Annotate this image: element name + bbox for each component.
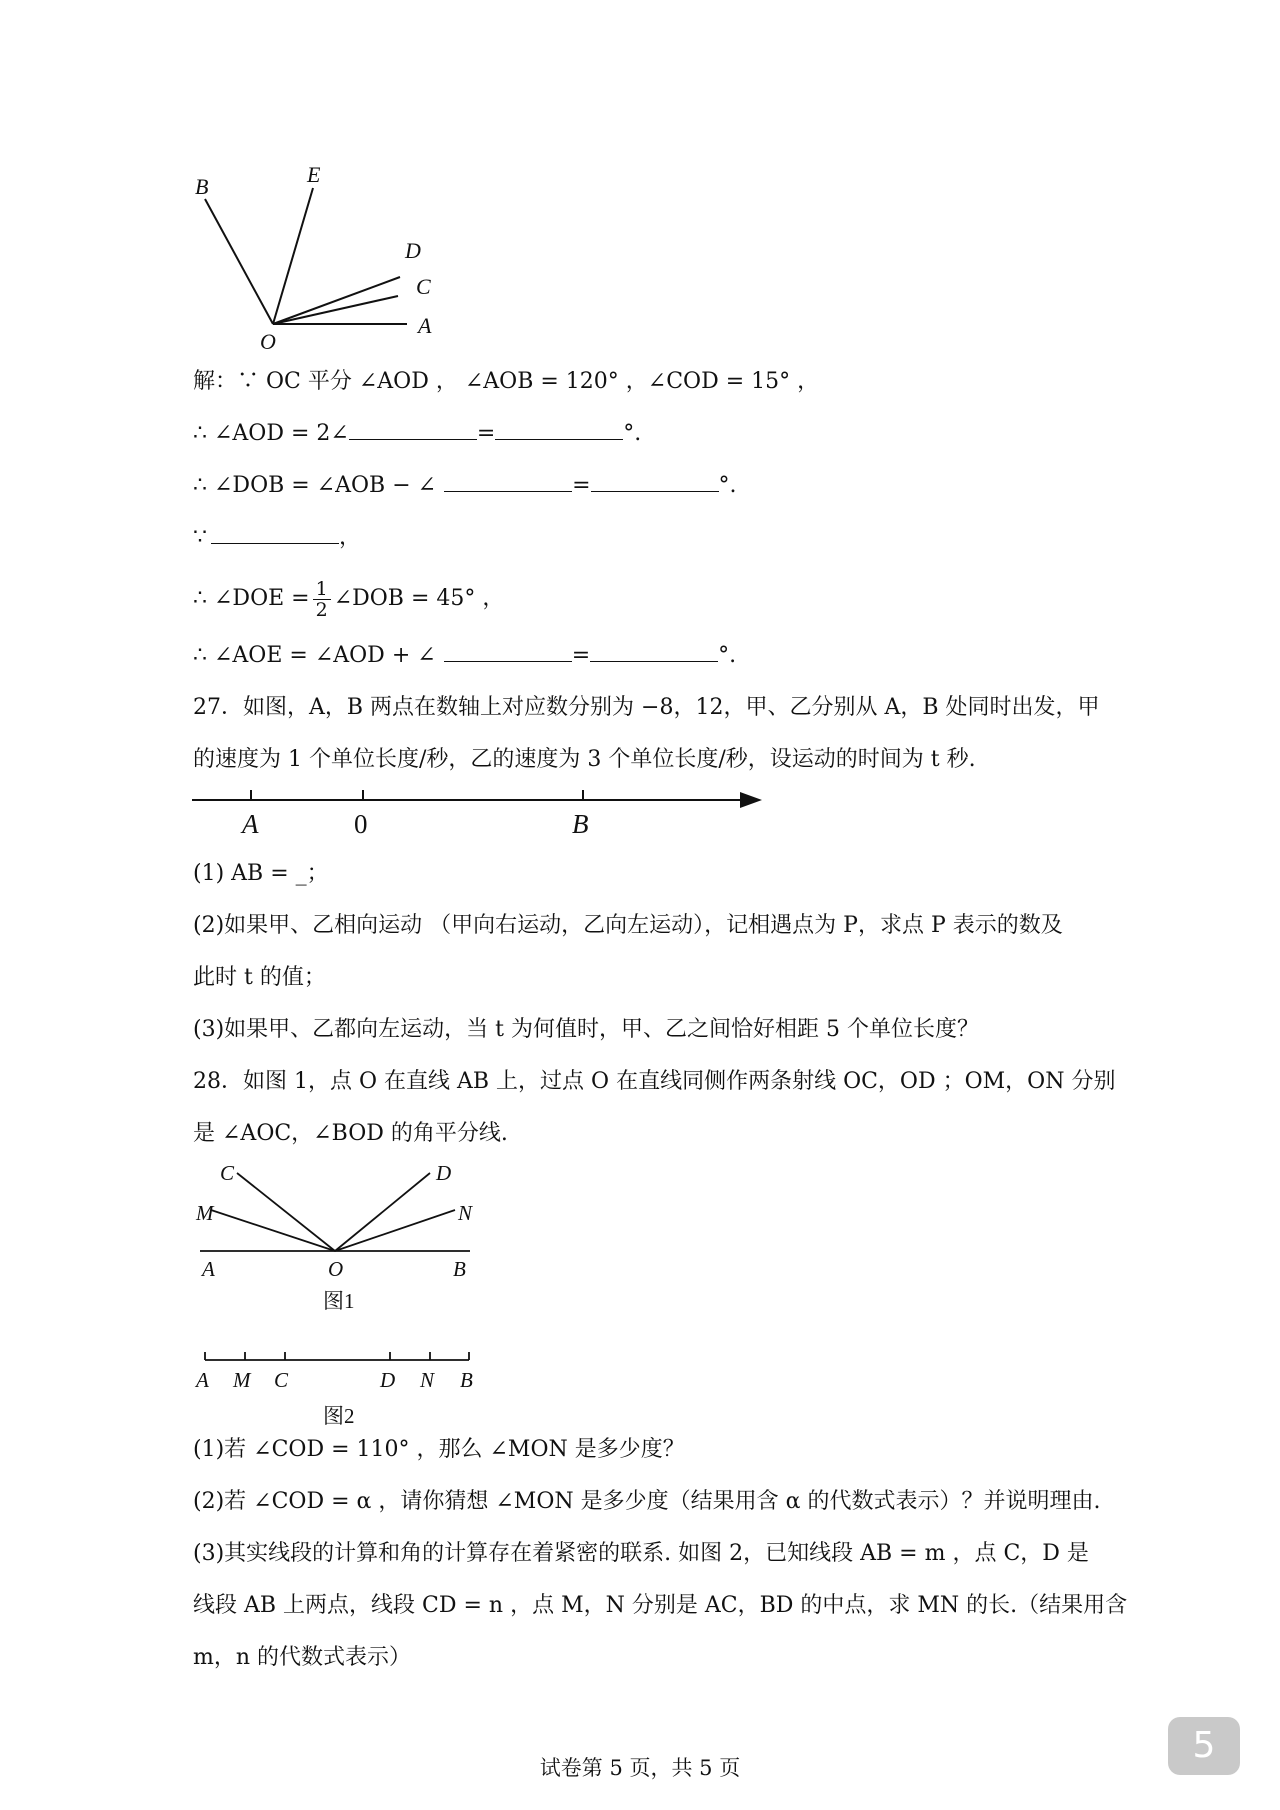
answer-blank[interactable]: [211, 523, 339, 544]
label-A: A: [418, 313, 432, 338]
label-M: M: [196, 1201, 214, 1225]
solution-line-5: ∴ ∠DOE = $\frac{1}{2}$ ∠DOB = 45° ，: [193, 577, 505, 621]
label-N: N: [420, 1368, 435, 1392]
solution-line-6: ∴ ∠AOE = ∠AOD + ∠ = °.: [193, 643, 737, 668]
ray-OM: [211, 1210, 335, 1251]
q27-stem-1: 27．如图，A，B 两点在数轴上对应数分别为 −8，12，甲、乙分别从 A，B 处同时出发，甲: [193, 695, 1100, 720]
q27-sub2-1: (2)如果甲、乙相向运动 （甲向右运动，乙向左运动），记相遇点为 P，求点 P 表示的数及: [193, 913, 1063, 938]
ray-OC: [237, 1173, 335, 1251]
q28-stem-2: 是 ∠AOC，∠BOD 的角平分线.: [193, 1121, 508, 1146]
answer-blank[interactable]: [590, 641, 718, 662]
answer-blank[interactable]: [349, 419, 477, 440]
ray-OB: [205, 199, 273, 324]
answer-blank[interactable]: [495, 419, 623, 440]
number-line-figure: [190, 780, 770, 840]
answer-blank[interactable]: [591, 471, 719, 492]
figure-2-caption: 图2: [323, 1404, 355, 1428]
q28-sub3-3: m，n 的代数式表示）: [193, 1645, 412, 1670]
label-M: M: [233, 1368, 251, 1392]
page-number-badge[interactable]: 5: [1168, 1717, 1240, 1775]
axis-label-B: B: [572, 809, 589, 839]
answer-blank[interactable]: [444, 471, 572, 492]
q28-sub3-1: (3)其实线段的计算和角的计算存在着紧密的联系. 如图 2，已知线段 AB = m ，点 C，D 是: [193, 1541, 1089, 1566]
arrow-head-icon: [740, 792, 762, 808]
q28-stem-1: 28．如图 1，点 O 在直线 AB 上，过点 O 在直线同侧作两条射线 OC，OD ；OM，ON 分别: [193, 1069, 1116, 1094]
solution-line-1: 解：∵ OC 平分 ∠AOD ， ∠AOB = 120° ，∠COD = 15° ，: [193, 369, 820, 394]
label-D: D: [380, 1368, 396, 1392]
label-O: O: [328, 1257, 344, 1281]
label-N: N: [458, 1201, 473, 1225]
q27-sub3: (3)如果甲、乙都向左运动，当 t 为何值时，甲、乙之间恰好相距 5 个单位长度？: [193, 1017, 979, 1042]
solution-line-4: ∵ ，: [193, 525, 362, 550]
label-A: A: [196, 1368, 209, 1392]
solution-line-3: ∴ ∠DOB = ∠AOB − ∠ = °.: [193, 473, 737, 498]
figure-1-caption: 图1: [323, 1289, 355, 1313]
axis-label-zero: 0: [354, 809, 368, 839]
angle-figure: [185, 155, 465, 355]
figure-1: [190, 1158, 490, 1318]
label-C: C: [416, 274, 431, 299]
q28-sub2: (2)若 ∠COD = α ，请你猜想 ∠MON 是多少度（结果用含 α 的代数式表示）？并说明理由.: [193, 1489, 1101, 1514]
ray-OE: [273, 188, 313, 324]
q28-sub1: (1)若 ∠COD = 110° ，那么 ∠MON 是多少度？: [193, 1437, 685, 1462]
label-B: B: [195, 174, 209, 199]
solution-line-2: ∴ ∠AOD = 2∠ = °.: [193, 421, 642, 446]
label-C: C: [274, 1368, 289, 1392]
label-O: O: [260, 329, 276, 354]
fraction-one-half: $\frac{1}{2}$: [313, 579, 331, 620]
label-A: A: [202, 1257, 215, 1281]
axis-label-A: A: [242, 809, 259, 839]
ray-OD: [335, 1173, 430, 1251]
label-E: E: [307, 162, 321, 187]
q27-stem-2: 的速度为 1 个单位长度/秒，乙的速度为 3 个单位长度/秒，设运动的时间为 t 秒.: [193, 747, 976, 772]
q28-sub3-2: 线段 AB 上两点，线段 CD = n ，点 M，N 分别是 AC，BD 的中点，求 MN 的长.（结果用含: [193, 1593, 1128, 1618]
label-C: C: [220, 1161, 235, 1185]
q27-sub2-2: 此时 t 的值；: [193, 965, 326, 990]
page-footer: 试卷第 5 页，共 5 页: [539, 1756, 741, 1780]
ray-ON: [335, 1210, 455, 1251]
label-B: B: [460, 1368, 473, 1392]
answer-blank[interactable]: [444, 641, 572, 662]
label-D: D: [405, 238, 421, 263]
label-B: B: [453, 1257, 466, 1281]
figure-2: [190, 1340, 490, 1440]
q27-sub1: (1) AB = _；: [193, 861, 329, 886]
label-D: D: [436, 1161, 452, 1185]
